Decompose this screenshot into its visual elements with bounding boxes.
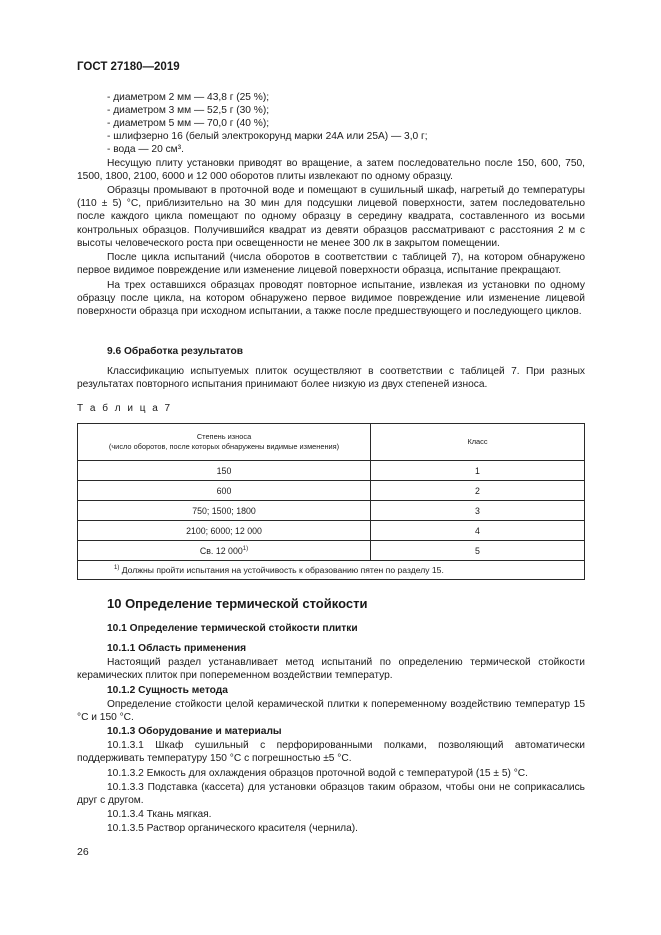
section-heading-10-1-3: 10.1.3 Оборудование и материалы — [107, 726, 282, 737]
page-number: 26 — [77, 846, 89, 858]
table-footnote — [78, 561, 585, 580]
list-item: 10.1.3.2 Емкость для охлаждения образцов проточной водой с температурой (15 ± 5) °С. — [107, 768, 528, 779]
table-header-wear — [78, 424, 371, 461]
paragraph: Классификацию испытуемых плиток осуществляют в соответствии с таблицей 7. При разных результатах повторного испытания принимают более низкую из двух степеней износа. — [77, 366, 585, 391]
table-cell: 2100; 6000; 12 000 — [78, 521, 371, 541]
table-row — [78, 481, 585, 501]
section-heading-10-1-1: 10.1.1 Область применения — [107, 643, 247, 654]
table-caption: Т а б л и ц а 7 — [77, 403, 173, 414]
list-item: - диаметром 3 мм — 52,5 г (30 %); — [107, 105, 270, 116]
table-cell: 750; 1500; 1800 — [78, 501, 371, 521]
table-footnote-row — [78, 561, 585, 580]
list-item: - шлифзерно 16 (белый электрокорунд марки 24А или 25А) — 3,0 г; — [107, 131, 428, 142]
table-cell: 5 — [371, 541, 585, 561]
header-line: Степень износа — [196, 432, 252, 441]
paragraph: Несущую плиту установки приводят во вращение, а затем последовательно после 150, 600, 750, 1500, 1800, 2100, 6000 и 12 000 оборотов плиты извлекают по одному образцу. — [77, 158, 585, 183]
table-cell: 4 — [371, 521, 585, 541]
table-7 — [77, 423, 585, 580]
section-heading-9-6: 9.6 Обработка результатов — [107, 346, 244, 357]
section-heading-10: 10 Определение термической стойкости — [107, 596, 368, 611]
table-cell: 1 — [371, 461, 585, 481]
table-cell — [78, 541, 371, 561]
header-line: (число оборотов, после которых обнаружены видимые изменения) — [108, 442, 340, 451]
section-heading-10-1: 10.1 Определение термической стойкости плитки — [107, 623, 358, 634]
paragraph: После цикла испытаний (числа оборотов в соответствии с таблицей 7), на котором обнаружено первое видимое повреждение или изменение лицевой поверхности образца, испытание прекращают. — [77, 252, 585, 277]
list-item: 10.1.3.5 Раствор органического красителя (чернила). — [107, 823, 359, 834]
list-item: 10.1.3.3 Подставка (кассета) для установки образцов таким образом, чтобы они не соприкасались друг с другом. — [77, 782, 585, 807]
list-item: - диаметром 5 мм — 70,0 г (40 %); — [107, 118, 270, 129]
table-cell: 600 — [78, 481, 371, 501]
paragraph: Образцы промывают в проточной воде и помещают в сушильный шкаф, нагретый до температуры (110 ± 5) °С, приблизительно на 30 мин для подсушки лицевой поверхности, затем последовательно после каждого цикла помещают по одному образцу в середину квадрата, составленного из восьми контрольных образцов. Получившийся квадрат из девяти образцов рассматривают с расстояния 2 м с высоты человеческого роста при освещенности не менее 300 лк в закрытом помещении. — [77, 185, 585, 249]
table-header-row — [78, 424, 585, 461]
table-row — [78, 541, 585, 561]
table-row — [78, 501, 585, 521]
section-heading-10-1-2: 10.1.2 Сущность метода — [107, 685, 228, 696]
footnote-text: Должны пройти испытания на устойчивость к образованию пятен по разделу 15. — [121, 565, 444, 575]
footnote-mark: 1) — [242, 545, 249, 552]
table-cell: 3 — [371, 501, 585, 521]
table-row — [78, 461, 585, 481]
standard-header: ГОСТ 27180—2019 — [77, 61, 180, 73]
list-item: - диаметром 2 мм — 43,8 г (25 %); — [107, 92, 270, 103]
paragraph: Настоящий раздел устанавливает метод испытаний по определению термической стойкости керамических плиток при попеременном воздействии температур. — [77, 657, 585, 682]
table-cell: 2 — [371, 481, 585, 501]
paragraph: На трех оставшихся образцах проводят повторное испытание, извлекая из установки по одному образцу после цикла, на котором обнаружено первое видимое повреждение или изменение лицевой поверхности образца при исходном испытании, а также после предшествующего и последующего циклов. — [77, 280, 585, 318]
list-item: 10.1.3.1 Шкаф сушильный с перфорированными полками, позволяющий автоматически поддерживать температуру 150 °С с погрешностью ±5 °С. — [77, 740, 585, 765]
list-item: - вода — 20 см³. — [107, 144, 184, 155]
cell-text: Св. 12 000 — [199, 545, 243, 556]
paragraph: Определение стойкости целой керамической плитки к попеременному воздействию температур 15 °С и 150 °С. — [77, 699, 585, 724]
footnote-mark: 1) — [114, 565, 120, 572]
table-row — [78, 521, 585, 541]
table-cell: 150 — [78, 461, 371, 481]
table-header-class: Класс — [371, 424, 585, 461]
list-item: 10.1.3.4 Ткань мягкая. — [107, 809, 212, 820]
